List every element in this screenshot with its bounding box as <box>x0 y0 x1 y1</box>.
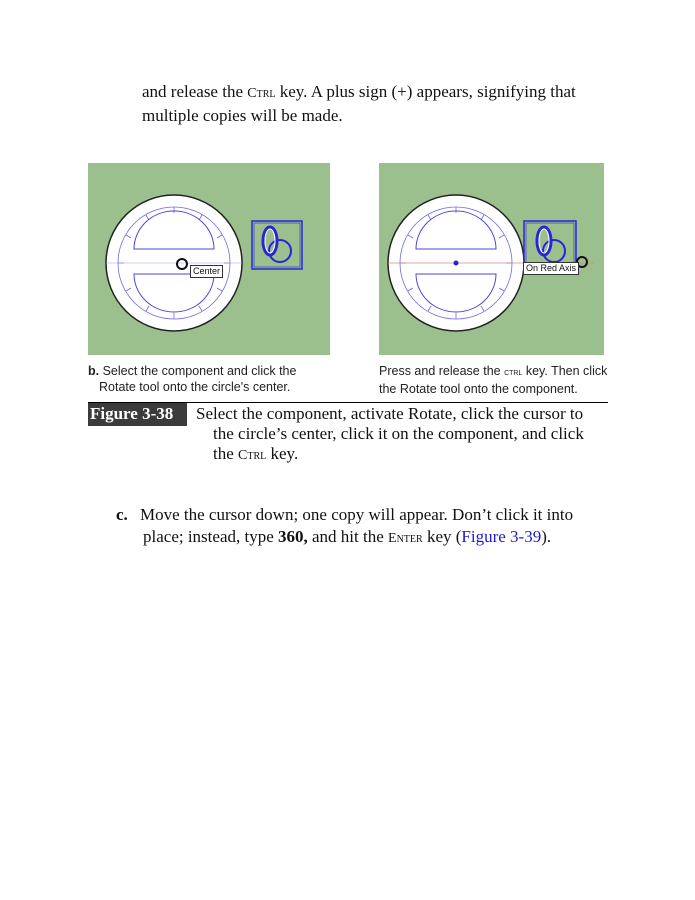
step-c-line2 <box>116 526 596 550</box>
step-c-line2-key-suffix: key ( <box>422 527 462 546</box>
step-c-line2-mid: and hit the <box>307 527 389 546</box>
caption-right-line1-end: key. Then click <box>522 364 608 378</box>
figure-caption-line3 <box>196 444 596 466</box>
figure-right-image <box>379 163 604 355</box>
step-c-label: c. <box>116 505 128 524</box>
figure-caption-line3-start: the <box>213 444 239 463</box>
figure-right-caption <box>379 363 619 397</box>
step-c-line1: Move the cursor down; one copy will appear. Don’t click it into <box>140 505 574 524</box>
figure-left-caption <box>88 363 338 395</box>
intro-line2: multiple copies will be made. <box>142 106 343 125</box>
figure-caption-line2: the circle’s center, click it on the component, and click <box>213 424 584 443</box>
step-c-value: 360, <box>278 527 308 546</box>
rotate-red-axis-illustration <box>379 163 604 355</box>
caption-right-line2: the Rotate tool onto the component. <box>379 382 578 396</box>
rotate-center-illustration <box>88 163 330 355</box>
ctrl-key-label: Ctrl <box>247 86 276 101</box>
figure-3-39-link[interactable]: Figure 3-39 <box>461 527 542 546</box>
step-c-line2-start: place; instead, type <box>143 527 279 546</box>
figure-caption <box>196 404 596 466</box>
intro-paragraph <box>142 81 612 127</box>
caption-left-line1: Select the component and click the <box>99 364 297 378</box>
on-red-axis-tooltip: On Red Axis <box>523 262 579 275</box>
step-c-line2-end: ). <box>541 527 552 546</box>
center-tooltip: Center <box>190 265 223 278</box>
figure-label: Figure 3-38 <box>88 403 187 426</box>
enter-key-label: Enter <box>388 531 423 546</box>
caption-label-b: b. <box>88 364 100 378</box>
figure-caption-ctrl-key: Ctrl <box>238 448 267 463</box>
caption-ctrl-key: ctrl <box>504 367 523 378</box>
figure-caption-line3-end: key. <box>266 444 299 463</box>
figure-left-image <box>88 163 330 355</box>
intro-line1-start: and release the <box>142 82 248 101</box>
caption-right-line1-start: Press and release the <box>379 364 505 378</box>
caption-left-line2: Rotate tool onto the circle's center. <box>99 380 291 394</box>
intro-line1-end: key. A plus sign (+) appears, signifying that <box>275 82 576 101</box>
figure-caption-line1: Select the component, activate Rotate, click the cursor to <box>196 404 584 423</box>
step-c <box>116 504 596 550</box>
